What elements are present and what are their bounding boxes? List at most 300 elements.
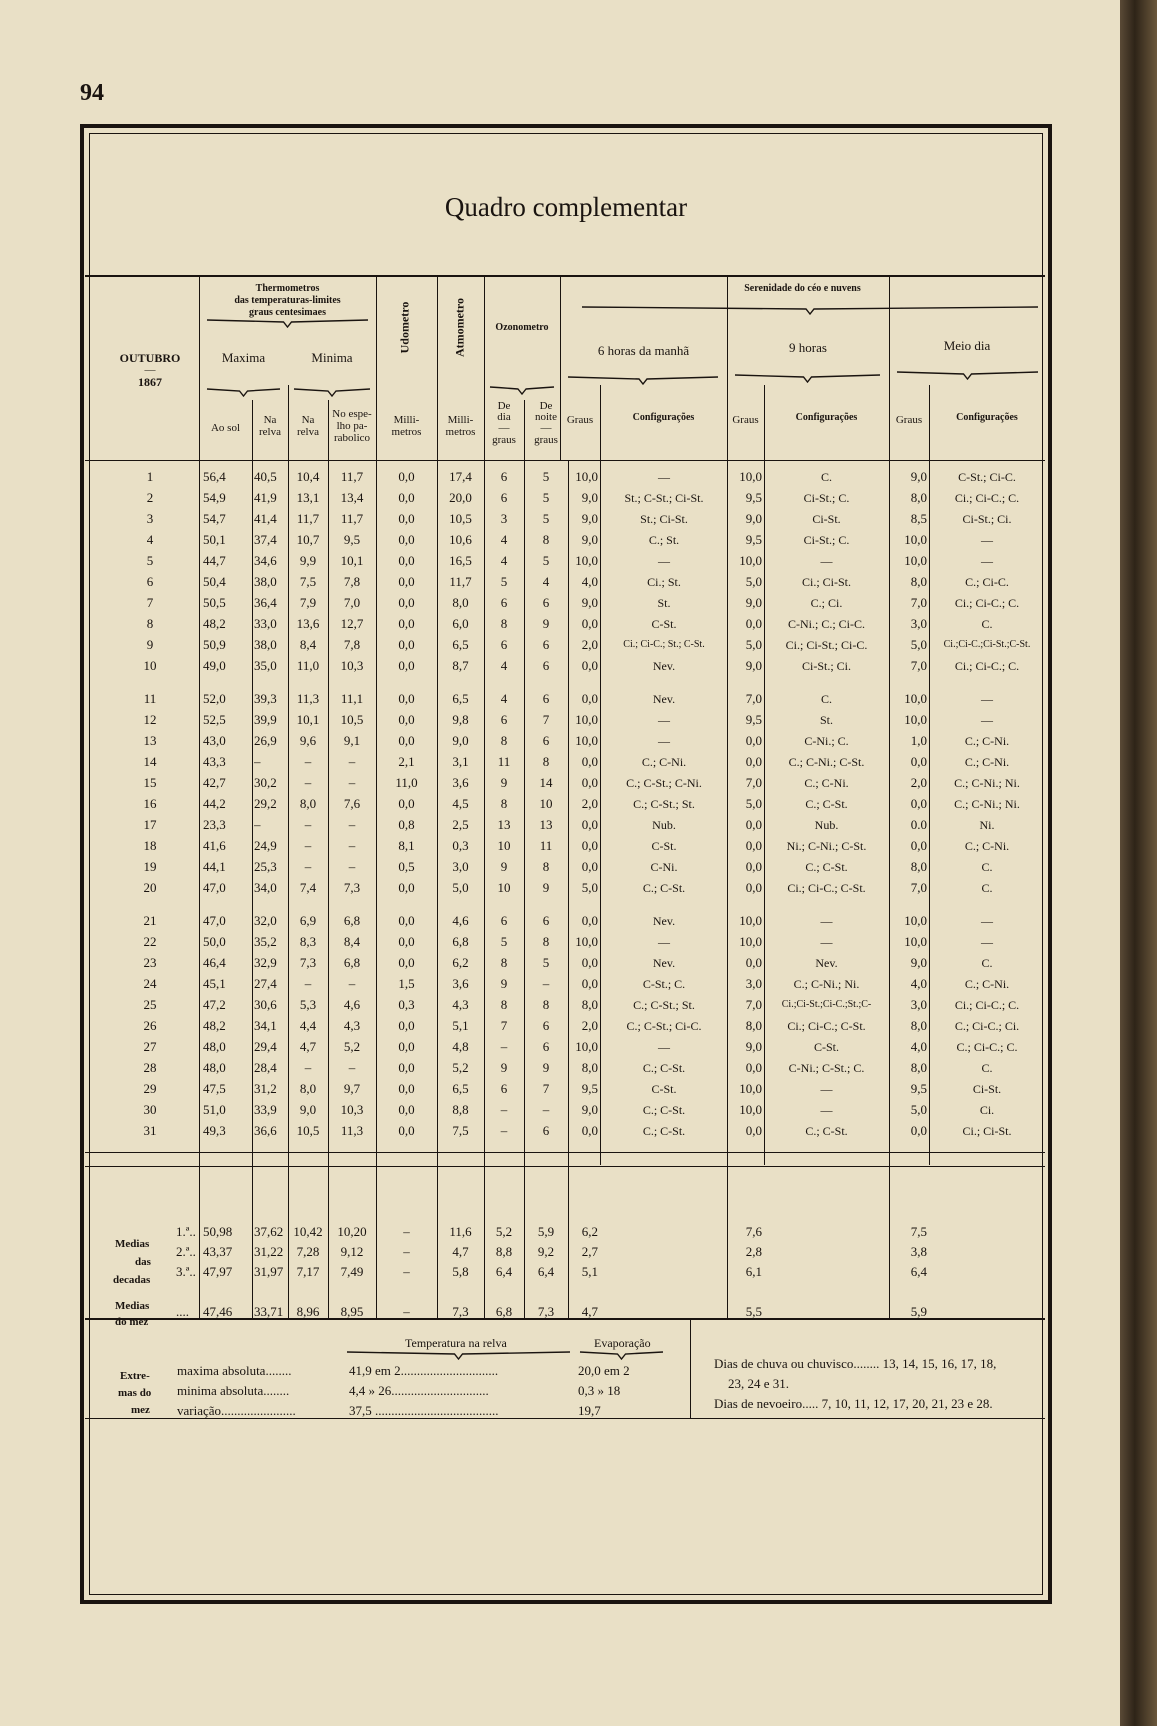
ozono-noite-cell: 5 [542,469,550,484]
config-6h-cell: C.; C-St. [642,881,686,895]
ozono-dia-cell: 10 [497,838,511,853]
graus-6h-cell: 10,0 [575,733,598,748]
graus-9h-cell: 0,0 [745,754,762,769]
graus-6h-cell: 0,0 [581,955,598,970]
atmometro-cell: 2,5 [452,817,469,832]
config-6h-cell: C.; C-St. [642,1061,686,1075]
ozono-dia-cell: 6 [500,595,508,610]
max-relva-cell: 32,0 [254,913,277,928]
rain-days: Dias de chuva ou chuvisco........ 13, 14, 15, 16, 17, 18, [714,1356,997,1371]
graus-9h-cell: 0,0 [745,859,762,874]
atmometro-cell: 5,2 [452,1060,469,1075]
udometro-cell: 0,3 [398,997,415,1012]
graus-6h-cell: 2,0 [581,796,598,811]
extreme-evap: 0,3 » 18 [578,1383,621,1398]
media-cell: 3.ª.. [176,1264,196,1279]
graus-9h-cell: 0,0 [745,1060,762,1075]
udometro-cell: 11,0 [395,775,418,790]
ozono-noite-cell: 9 [542,616,550,631]
graus-noon-cell: 0,0 [910,838,927,853]
min-espelho-cell: 9,7 [343,1081,361,1096]
atmometro-cell: 4,5 [452,796,469,811]
max-ao-sol-cell: 45,1 [203,976,226,991]
atmometro-cell: 0,3 [452,838,469,853]
udometro-cell: 0,0 [398,913,415,928]
min-espelho-cell: 11,3 [340,1123,364,1138]
min-relva-cell: – [304,1060,312,1075]
config-9h-cell: C-St. [813,1040,839,1054]
max-ao-sol-cell: 43,3 [203,754,226,769]
maxima-brace [205,387,282,397]
max-relva-cell: 39,9 [254,712,277,727]
graus-9h-cell: 9,5 [745,532,762,547]
atmometro-cell: 9,8 [452,712,469,727]
udometro-cell: 0,0 [398,733,415,748]
media-cell: 6,1 [745,1264,762,1279]
day-cell: 23 [143,955,157,970]
max-ao-sol-cell: 44,1 [203,859,226,874]
min-espelho-cell: 13,4 [340,490,364,505]
max-ao-sol-cell: 50,9 [203,637,226,652]
media-cell: 1.ª.. [176,1224,196,1239]
min-espelho-cell: 10,5 [340,712,364,727]
config-9h-cell: Ni.; C-Ni.; C-St. [786,839,867,853]
config-noon-cell: — [981,554,993,568]
graus-noon-cell: 10,0 [904,712,927,727]
graus-header: Graus [732,414,759,426]
rule [199,460,200,1165]
graus-header: Graus [895,414,923,426]
media-cell: 7,6 [745,1224,762,1239]
graus-9h-cell: 9,0 [745,595,762,610]
config-9h-cell: — [820,1082,833,1096]
config-noon-cell: C. [981,881,993,895]
graus-6h-cell: 4,0 [581,574,598,589]
graus-noon-cell: 9,0 [910,955,927,970]
udometro-cell: 0,0 [398,574,415,589]
graus-6h-cell: 0,0 [581,1123,598,1138]
de-dia-header: De [497,400,511,412]
ozono-noite-cell: 4 [542,574,550,589]
config-noon-cell: C.; Ci-C. [965,575,1009,589]
day-cell: 5 [146,553,154,568]
atmometro-cell: 4,6 [452,913,469,928]
config-noon-cell: C.; C-Ni. [964,734,1010,748]
graus-9h-cell: 5,0 [745,574,762,589]
config-9h-cell: Ci-St.; Ci. [801,659,851,673]
media-cell: 4,7 [452,1244,469,1259]
rule [252,460,253,1165]
evaporacao-header: Evaporação [594,1336,651,1350]
config-6h-cell: St.; C-St.; Ci-St. [624,491,704,505]
ozono-dia-cell: – [500,1039,508,1054]
config-noon-cell: C.; C-Ni.; Ni. [954,797,1020,811]
udometro-cell: 0,0 [398,595,415,610]
day-cell: 24 [143,976,157,991]
udometro-cell: 0,0 [398,1123,415,1138]
graus-9h-cell: 0,0 [745,1123,762,1138]
extreme-evap: 20,0 em 2 [578,1363,630,1378]
day-cell: 10 [143,658,157,673]
media-cell: 8,8 [495,1244,513,1259]
config-6h-cell: Nev. [652,692,676,706]
config-9h-cell: — [820,935,833,949]
min-relva-cell: 7,5 [299,574,317,589]
media-cell: 8,95 [340,1304,364,1319]
atmometro-cell: 3,1 [452,754,469,769]
ozono-noite-cell: 6 [542,1123,550,1138]
config-noon-cell: Ci.; Ci-St. [962,1124,1012,1138]
min-relva-cell: – [304,976,312,991]
day-cell: 12 [143,712,157,727]
max-relva-cell: 30,6 [254,997,277,1012]
month-dash: — [144,364,156,376]
ozono-dia-cell: 6 [500,913,508,928]
thermometers-title: Thermometros [255,283,320,294]
max-relva-cell: 31,2 [254,1081,277,1096]
media-cell: 9,2 [537,1244,555,1259]
min-relva-cell: 7,9 [299,595,317,610]
min-relva-cell: – [304,859,312,874]
extreme-label: minima absoluta........ [177,1383,290,1398]
ozono-noite-cell: 8 [542,997,550,1012]
min-espelho-cell: 7,8 [343,637,361,652]
min-espelho-cell: 7,3 [343,880,361,895]
max-ao-sol-cell: 47,2 [203,997,226,1012]
udometro-cell: 0,0 [398,1060,415,1075]
ozono-noite-cell: 8 [542,532,550,547]
de-dia-graus: graus [492,434,516,446]
max-relva-cell: 41,4 [254,511,277,526]
extreme-evap: 19,7 [578,1403,601,1418]
media-cell: 8,96 [296,1304,320,1319]
max-relva-cell: 34,1 [254,1018,277,1033]
ozono-dia-cell: 8 [500,616,508,631]
configuracoes-header: Configurações [632,412,695,423]
min-relva-cell: 7,3 [299,955,317,970]
config-9h-cell: Ci.; Ci-St. [801,575,851,589]
config-noon-cell: Ci.; Ci-C.; C. [954,659,1020,673]
graus-9h-cell: 9,0 [745,1039,762,1054]
ozono-noite-cell: 13 [539,817,553,832]
rule [85,460,1045,461]
config-9h-cell: C.; C-St. [805,1124,848,1138]
config-6h-cell: Nev. [652,956,676,970]
temp-relva-brace [345,1350,572,1360]
max-relva-cell: 38,0 [254,637,277,652]
ozono-dia-cell: 9 [500,859,508,874]
min-relva-cell: 8,0 [299,796,317,811]
config-6h-cell: — [658,1040,670,1054]
day-cell: 17 [143,817,157,832]
min-relva-cell: 10,5 [296,1123,320,1138]
atmometro-cell: 6,8 [452,934,469,949]
max-relva-cell: 34,6 [254,553,277,568]
ozono-dia-cell: 8 [500,955,508,970]
graus-9h-cell: 0,0 [745,616,762,631]
min-espelho-cell: 7,8 [343,574,361,589]
graus-9h-cell: 0,0 [745,817,762,832]
udometro-cell: 0,0 [398,637,415,652]
max-ao-sol-cell: 49,0 [203,658,226,673]
min-relva-cell: 7,4 [299,880,317,895]
config-9h-cell: C.; C-Ni. [804,776,849,790]
day-cell: 30 [143,1102,157,1117]
graus-9h-cell: 0,0 [745,955,762,970]
max-relva-cell: 36,6 [254,1123,277,1138]
atmometro-cell: 3,6 [452,976,469,991]
day-cell: 28 [143,1060,157,1075]
graus-9h-cell: 0,0 [745,733,762,748]
max-relva-cell: 33,9 [254,1102,277,1117]
config-9h-cell: Ci.; Ci-St.; Ci-C. [785,638,868,652]
config-9h-cell: — [820,554,833,568]
graus-noon-cell: 3,0 [910,997,927,1012]
ozono-noite-cell: 14 [539,775,553,790]
graus-6h-cell: 2,0 [581,637,598,652]
graus-9h-cell: 10,0 [739,913,762,928]
atmometro-cell: 4,8 [452,1039,469,1054]
max-relva-cell: 26,9 [254,733,277,748]
graus-9h-cell: 9,0 [745,511,762,526]
config-9h-cell: Ci.; Ci-C.; C-St. [787,881,866,895]
year-label: 1867 [138,375,162,389]
ozono-dia-cell: 6 [500,490,508,505]
udometro-cell: 0,0 [398,934,415,949]
ozono-noite-cell: 6 [542,637,550,652]
atmometro-cell: 10,5 [449,511,472,526]
config-6h-cell: St. [657,596,671,610]
graus-9h-cell: 9,0 [745,658,762,673]
media-cell: 6,4 [537,1264,555,1279]
ozono-noite-cell: 6 [542,1018,550,1033]
thermometers-title-3: graus centesimaes [249,307,326,318]
max-ao-sol-cell: 54,7 [203,511,226,526]
min-espelho-cell: 10,3 [340,1102,364,1117]
min-relva-cell: 10,7 [296,532,320,547]
media-cell: 7,3 [537,1304,555,1319]
max-ao-sol-cell: 47,0 [203,913,226,928]
graus-6h-cell: 0,0 [581,859,598,874]
ozono-noite-cell: 5 [542,955,550,970]
min-espelho-cell: 8,4 [343,934,361,949]
ozono-noite-cell: 6 [542,913,550,928]
ozono-noite-cell: 5 [542,490,550,505]
min-espelho-cell: – [348,817,356,832]
max-relva-cell: 33,0 [254,616,277,631]
graus-noon-cell: 10,0 [904,913,927,928]
day-cell: 31 [143,1123,157,1138]
noon-label: Meio dia [943,338,991,353]
atmometro-cell: 10,6 [449,532,472,547]
ozono-noite-cell: 6 [542,1039,550,1054]
max-relva-cell: 38,0 [254,574,277,589]
extreme-label: maxima absoluta........ [177,1363,292,1378]
udometro-cell: 0,0 [398,1081,415,1096]
ozono-dia-cell: 5 [500,934,508,949]
milli-header-1b: metros [391,426,422,438]
ozono-dia-cell: 4 [500,658,508,673]
graus-6h-cell: 2,0 [581,1018,598,1033]
atmometro-cell: 4,3 [452,997,469,1012]
serenidade-brace [580,305,1040,315]
day-cell: 9 [146,637,154,652]
min-relva-cell: 13,1 [296,490,320,505]
config-noon-cell: Ci. [979,1103,995,1117]
day-cell: 3 [146,511,154,526]
graus-noon-cell: 9,0 [910,469,927,484]
graus-6h-cell: 9,0 [581,490,598,505]
config-noon-cell: C. [981,860,993,874]
ozono-dia-cell: 5 [500,574,508,589]
graus-9h-cell: 10,0 [739,553,762,568]
graus-9h-cell: 10,0 [739,1102,762,1117]
graus-6h-cell: 10,0 [575,934,598,949]
min-relva-cell: 9,0 [299,1102,317,1117]
ozono-noite-cell: – [542,976,550,991]
atmometro-cell: 3,6 [452,775,469,790]
config-9h-cell: Ci-St.; C. [803,533,850,547]
media-cell: 7,17 [296,1264,320,1279]
day-cell: 20 [143,880,157,895]
atmometro-cell: 11,7 [449,574,472,589]
media-cell: 5,2 [495,1224,513,1239]
day-cell: 7 [146,595,154,610]
graus-9h-cell: 10,0 [739,934,762,949]
media-cell: 5,8 [452,1264,469,1279]
min-espelho-cell: 4,6 [343,997,361,1012]
media-cell: 5,5 [745,1304,762,1319]
udometro-cell: 0,0 [398,955,415,970]
graus-6h-cell: 0,0 [581,775,598,790]
ozono-noite-cell: 8 [542,754,550,769]
media-cell: 6,8 [495,1304,513,1319]
min-espelho-cell: 6,8 [343,955,361,970]
config-6h-cell: C-St. [651,617,677,631]
graus-noon-cell: 4,0 [910,1039,927,1054]
ozono-noite-cell: 7 [542,1081,550,1096]
media-cell: 7,28 [296,1244,320,1259]
max-ao-sol-cell: 43,0 [203,733,226,748]
graus-9h-cell: 7,0 [745,997,762,1012]
graus-noon-cell: 10,0 [904,691,927,706]
atmometro-cell: 16,5 [449,553,472,568]
max-ao-sol-cell: 48,0 [203,1039,226,1054]
media-cell: 47,46 [203,1304,233,1319]
graus-noon-cell: 1,0 [910,733,927,748]
udometro-cell: 0,0 [398,532,415,547]
day-cell: 29 [143,1081,157,1096]
day-cell: 19 [143,859,157,874]
six-hours-label: 6 horas da manhã [597,343,690,358]
config-6h-cell: C-St.; C. [642,977,686,991]
min-espelho-cell: – [348,838,356,853]
media-cell: 6,4 [910,1264,927,1279]
atmometro-cell: 6,5 [452,637,469,652]
config-9h-cell: C. [820,692,832,706]
graus-noon-cell: 8,5 [910,511,927,526]
max-relva-cell: 27,4 [254,976,277,991]
media-cell: 5,1 [581,1264,598,1279]
na-relva-header-2: Na [301,414,315,426]
extreme-temp: 4,4 » 26.............................. [349,1383,489,1398]
max-ao-sol-cell: 46,4 [203,955,226,970]
config-noon-cell: C.; C-Ni. [964,977,1010,991]
graus-6h-cell: 0,0 [581,691,598,706]
max-ao-sol-cell: 42,7 [203,775,226,790]
ozono-noite-cell: 10 [539,796,553,811]
atmometro-cell: 8,0 [452,595,469,610]
ozono-dia-cell: 4 [500,691,508,706]
atmometro-cell: 17,4 [449,469,472,484]
graus-noon-cell: 8,0 [910,1018,927,1033]
max-relva-cell: – [254,754,261,769]
config-noon-cell: — [981,935,993,949]
day-cell: 26 [143,1018,157,1033]
media-cell: .... [176,1304,189,1319]
min-espelho-cell: 7,6 [343,796,361,811]
extremas-label-2: mas do [118,1387,152,1399]
config-noon-cell: C.; Ci-C.; Ci. [954,1019,1020,1033]
udometro-cell: 0,0 [398,691,415,706]
day-cell: 21 [143,913,157,928]
extreme-temp: 41,9 em 2.............................. [349,1363,499,1378]
config-6h-cell: C.; C-St.; Ci-C. [626,1019,702,1033]
udometro-label: Udometro [397,301,412,354]
max-relva-cell: 32,9 [254,955,277,970]
min-relva-cell: 6,9 [299,913,317,928]
udometro-cell: 0,0 [398,796,415,811]
config-6h-cell: Nev. [652,914,676,928]
min-relva-cell: – [304,775,312,790]
max-ao-sol-cell: 50,0 [203,934,226,949]
ozono-dia-cell: – [500,1102,508,1117]
graus-noon-cell: 0.0 [910,817,927,832]
ozono-noite-cell: 5 [542,553,550,568]
media-cell: 50,98 [203,1224,233,1239]
day-cell: 27 [143,1039,157,1054]
ao-sol-header: Ao sol [210,422,241,434]
graus-9h-cell: 9,5 [745,490,762,505]
graus-6h-cell: 0,0 [581,754,598,769]
milli-header-2: Milli- [447,414,474,426]
ozonometro-label: Ozonometro [495,322,549,333]
atmometro-cell: 3,0 [452,859,469,874]
config-6h-cell: — [658,734,670,748]
graus-noon-cell: 0,0 [910,754,927,769]
udometro-cell: 0,0 [398,658,415,673]
min-espelho-cell: – [348,859,356,874]
month-label: OUTUBRO [119,351,181,365]
media-cell: 47,97 [203,1264,233,1279]
config-noon-cell: Ni. [979,818,995,832]
max-ao-sol-cell: 50,1 [203,532,226,547]
min-espelho-cell: – [348,1060,356,1075]
media-cell: 31,97 [254,1264,284,1279]
config-noon-cell: C.; C-Ni. [964,839,1010,853]
graus-noon-cell: 7,0 [910,658,927,673]
max-ao-sol-cell: 47,5 [203,1081,226,1096]
config-noon-cell: Ci.; Ci-C.; C. [954,596,1020,610]
config-9h-cell: C-Ni.; C.; Ci-C. [787,617,865,631]
max-relva-cell: 34,0 [254,880,277,895]
graus-6h-cell: 8,0 [581,997,598,1012]
max-ao-sol-cell: 44,2 [203,796,226,811]
min-espelho-cell: 10,3 [340,658,364,673]
config-6h-cell: Ci.; Ci-C.; St.; C-St. [623,639,705,650]
day-cell: 6 [146,574,154,589]
media-cell: 2.ª.. [176,1244,196,1259]
